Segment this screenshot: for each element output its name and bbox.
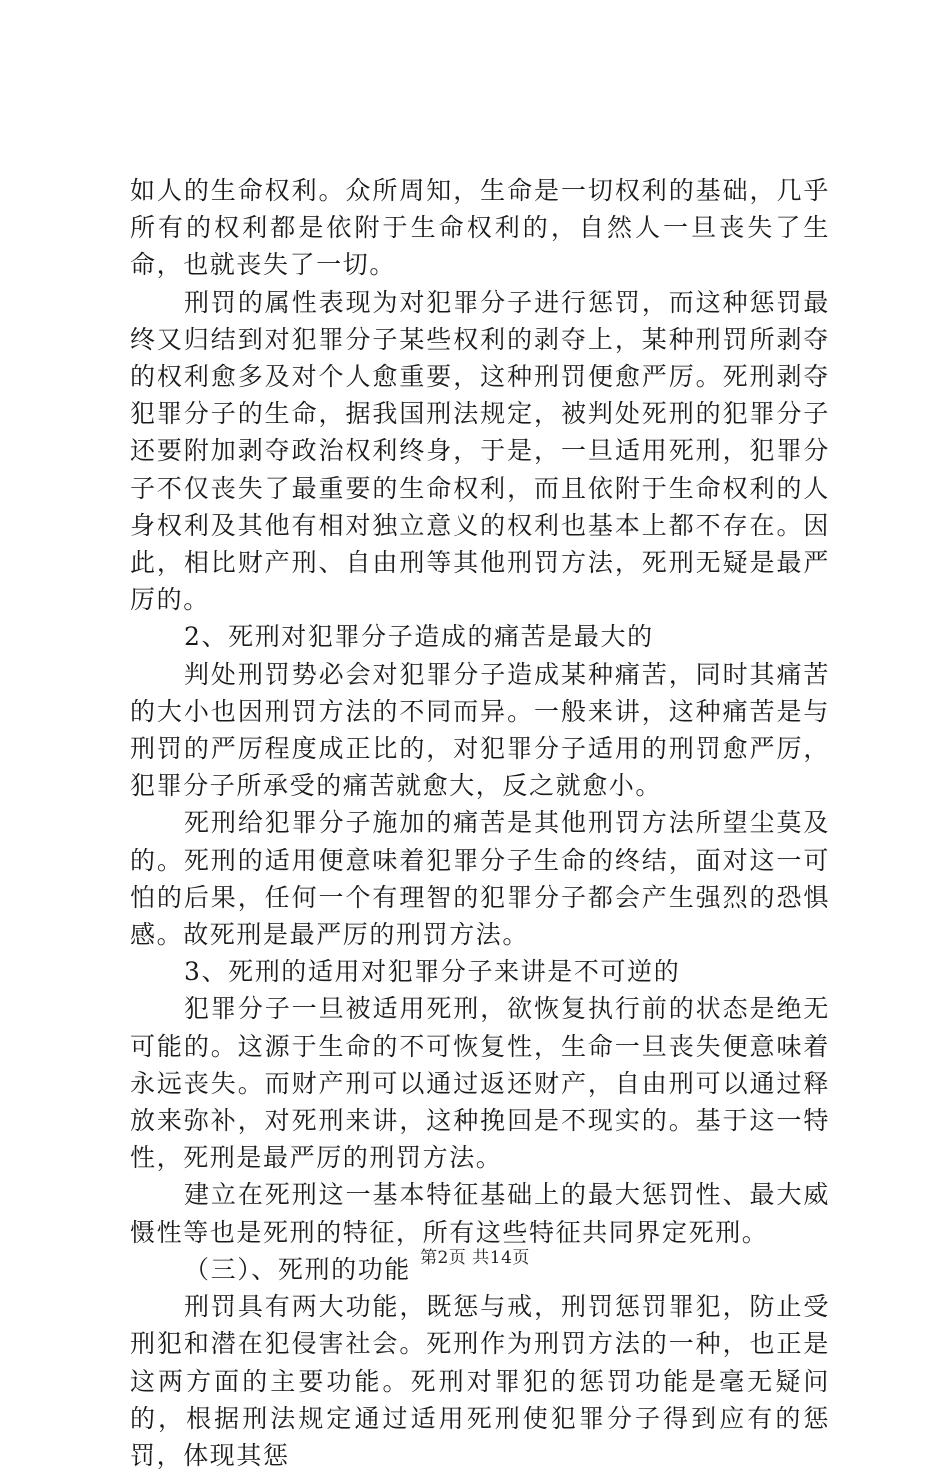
paragraph-2: 刑罚的属性表现为对犯罪分子进行惩罚，而这种惩罚最终又归结到对犯罪分子某些权利的剥夺上，某种刑罚所剥夺的权利愈多及对个人愈重要，这种刑罚便愈严厉。死刑剥夺犯罪分子的生命，据我国刑法规定，被判处死刑的犯罪分子还要附加剥夺政治权利终身，于是，一旦适用死刑，犯罪分子不仅丧失了最重要的生命权利，而且依附于生命权利的人身权利及其他有相对独立意义的权利也基本上都不存在。因此，相比财产刑、自由刑等其他刑罚方法，死刑无疑是最严厉的。: [130, 287, 830, 615]
paragraph-5: 犯罪分子一旦被适用死刑，欲恢复执行前的状态是绝无可能的。这源于生命的不可恢复性，生命一旦丧失便意味着永远丧失。而财产刑可以通过返还财产，自由刑可以通过释放来弥补，对死刑来讲，这种挽回是不现实的。基于这一特性，死刑是最严厉的刑罚方法。: [130, 994, 830, 1173]
paragraph-7: 刑罚具有两大功能，既惩与戒，刑罚惩罚罪犯，防止受刑犯和潜在犯侵害社会。死刑作为刑罚方法的一种，也正是这两方面的主要功能。死刑对罪犯的惩罚功能是毫无疑问的，根据刑法规定通过适用死刑使犯罪分子得到应有的惩罚，体现其惩: [130, 1292, 830, 1470]
paragraph-1: 如人的生命权利。众所周知，生命是一切权利的基础，几乎所有的权利都是依附于生命权利的，自然人一旦丧失了生命，也就丧失了一切。: [130, 176, 830, 280]
paragraph-4: 死刑给犯罪分子施加的痛苦是其他刑罚方法所望尘莫及的。死刑的适用便意味着犯罪分子生命的终结，面对这一可怕的后果，任何一个有理智的犯罪分子都会产生强烈的恐惧感。故死刑是最严厉的刑罚方法。: [130, 808, 830, 950]
paragraph-6: 建立在死刑这一基本特征基础上的最大惩罚性、最大威慑性等也是死刑的特征，所有这些特征共同界定死刑。: [130, 1180, 830, 1247]
document-body: [130, 172, 830, 1474]
section-heading-2: 2、死刑对犯罪分子造成的痛苦是最大的: [184, 622, 654, 652]
paragraph-3: 判处刑罚势必会对犯罪分子造成某种痛苦，同时其痛苦的大小也因刑罚方法的不同而异。一般来讲，这种痛苦是与刑罚的严厉程度成正比的，对犯罪分子适用的刑罚愈严厉，犯罪分子所承受的痛苦就愈大，反之就愈小。: [130, 659, 830, 801]
section-heading-3: 3、死刑的适用对犯罪分子来讲是不可逆的: [184, 957, 681, 987]
section-heading-functions: （三）、死刑的功能: [184, 1254, 411, 1284]
page-number-footer: 第2页 共14页: [420, 1248, 530, 1268]
